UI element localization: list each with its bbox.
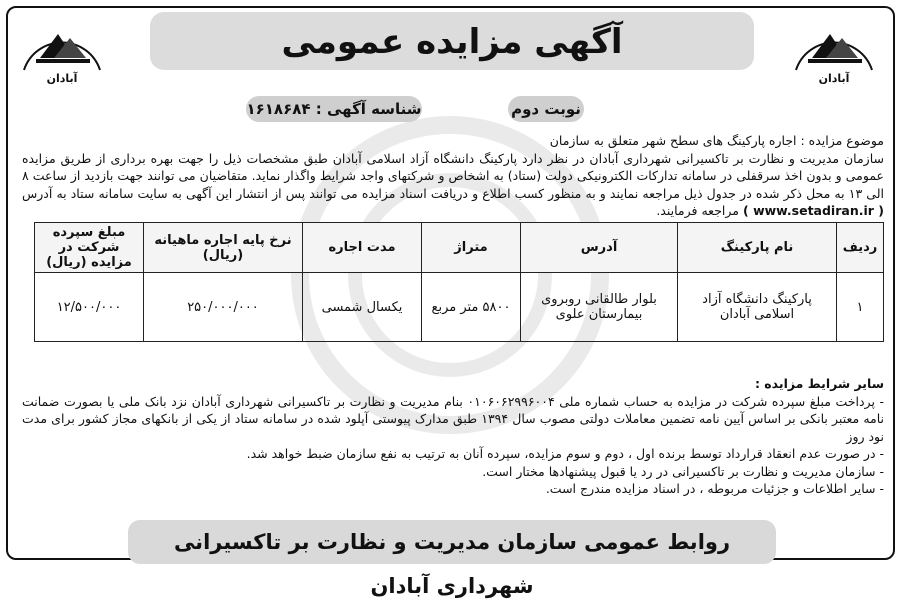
- notice-title: آگهی مزایده عمومی: [281, 22, 623, 62]
- cell-area: ۵۸۰۰ متر مربع: [422, 273, 521, 342]
- logo-caption-left: آبادان: [46, 72, 78, 85]
- website-link[interactable]: ( www.setadiran.ir ): [742, 203, 884, 218]
- col-header-row-number: ردیف: [837, 223, 884, 273]
- intro-paragraph: [22, 150, 884, 220]
- parking-table: [34, 222, 884, 342]
- logo-caption-right: آبادان: [818, 72, 850, 85]
- footer-signature: روابط عمومی سازمان مدیریت و نظارت بر تاکسیرانی شهرداری آبادان: [173, 530, 731, 598]
- intro-body: سازمان مدیریت و نظارت بر تاکسیرانی شهرداری آبادان در نظر دارد پارکینگ دانشگاه آزاد اسلامی آبادان طبق مشخصات ذیل را جهت بهره برداری از طریق مزایده عمومی و بدون اخذ سرقفلی در سامانه تدارکات الکترونیکی دولت (ستاد) به اشخاص و شرکتهای واجد شرایط واگذار نماید. متقاضیان می توانند جهت بازدید از ساعت ۸ الی ۱۳ به محل ذکر شده در جدول ذیل مراجعه نمایند و به منظور کسب اطلاع و دریافت اسناد مزایده می توانند پس از انتشار این آگهی به سایت سامانه ستاد به آدرس: [22, 150, 884, 201]
- organization-logo-right: [786, 14, 882, 100]
- cell-lease-term: یکسال شمسی: [303, 273, 422, 342]
- subject-line: موضوع مزایده : اجاره پارکینگ های سطح شهر متعلق به سازمان: [549, 133, 884, 148]
- round-badge: نوبت دوم: [508, 96, 584, 122]
- list-item: - سازمان مدیریت و نظارت بر تاکسیرانی در رد یا قبول پیشنهادها مختار است.: [482, 463, 884, 479]
- list-item: - در صورت عدم انعقاد قرارداد توسط برنده اول ، دوم و سوم مزایده، سپرده آنان به ترتیب به نفع سازمان ضبط خواهد شد.: [246, 446, 884, 461]
- col-header-lease-term: مدت اجاره: [303, 223, 422, 273]
- cell-base-rent: ۲۵۰/۰۰۰/۰۰۰: [144, 273, 303, 342]
- list-item: - سایر اطلاعات و جزئیات مربوطه ، در اسناد مزایده مندرج است.: [545, 481, 884, 496]
- col-header-parking-name: نام پارکینگ: [678, 223, 837, 273]
- conditions-list: [22, 393, 884, 498]
- intro-section: [22, 132, 884, 220]
- intro-tail: مراجعه فرمایند.: [656, 203, 739, 218]
- table-header-row: [35, 223, 884, 273]
- organization-logo-left: [14, 14, 110, 100]
- cell-address: بلوار طالقانی روبروی بیمارستان علوی: [521, 273, 678, 342]
- col-header-address: آدرس: [521, 223, 678, 273]
- taxi-logo-icon: [14, 14, 110, 100]
- cell-row-number: ۱: [837, 273, 884, 342]
- cell-parking-name: پارکینگ دانشگاه آزاد اسلامی آبادان: [678, 273, 837, 342]
- col-header-base-rent: نرخ پایه اجاره ماهیانه (ریال): [144, 223, 303, 273]
- cell-deposit: ۱۲/۵۰۰/۰۰۰: [35, 273, 144, 342]
- conditions-heading: سایر شرایط مزایده :: [754, 376, 884, 391]
- taxi-logo-icon: [786, 14, 882, 100]
- col-header-deposit: مبلغ سپرده شرکت در مزایده (ریال): [35, 223, 144, 273]
- list-item: - پرداخت مبلغ سپرده شرکت در مزایده به حساب شماره ملی ۰۱۰۶۰۶۲۹۹۶۰۰۴ بنام مدیریت و نظارت بر تاکسیرانی شهرداری آبادان نزد بانک ملی یا بصورت ضمانت نامه معتبر بانکی بر اساس آیین نامه تضمین معاملات دولتی مصوب سال ۱۳۹۴ طبق مدارک پیوستی آپلود شده در سامانه ستاد از یکی از بانکهای مجاز کشور برای مدت نود روز: [22, 393, 885, 444]
- col-header-area: متراژ: [422, 223, 521, 273]
- notice-code-badge: شناسه آگهی : ۱۶۱۸۶۸۴: [246, 96, 422, 122]
- table-row: [35, 273, 884, 342]
- conditions-section: [22, 375, 884, 498]
